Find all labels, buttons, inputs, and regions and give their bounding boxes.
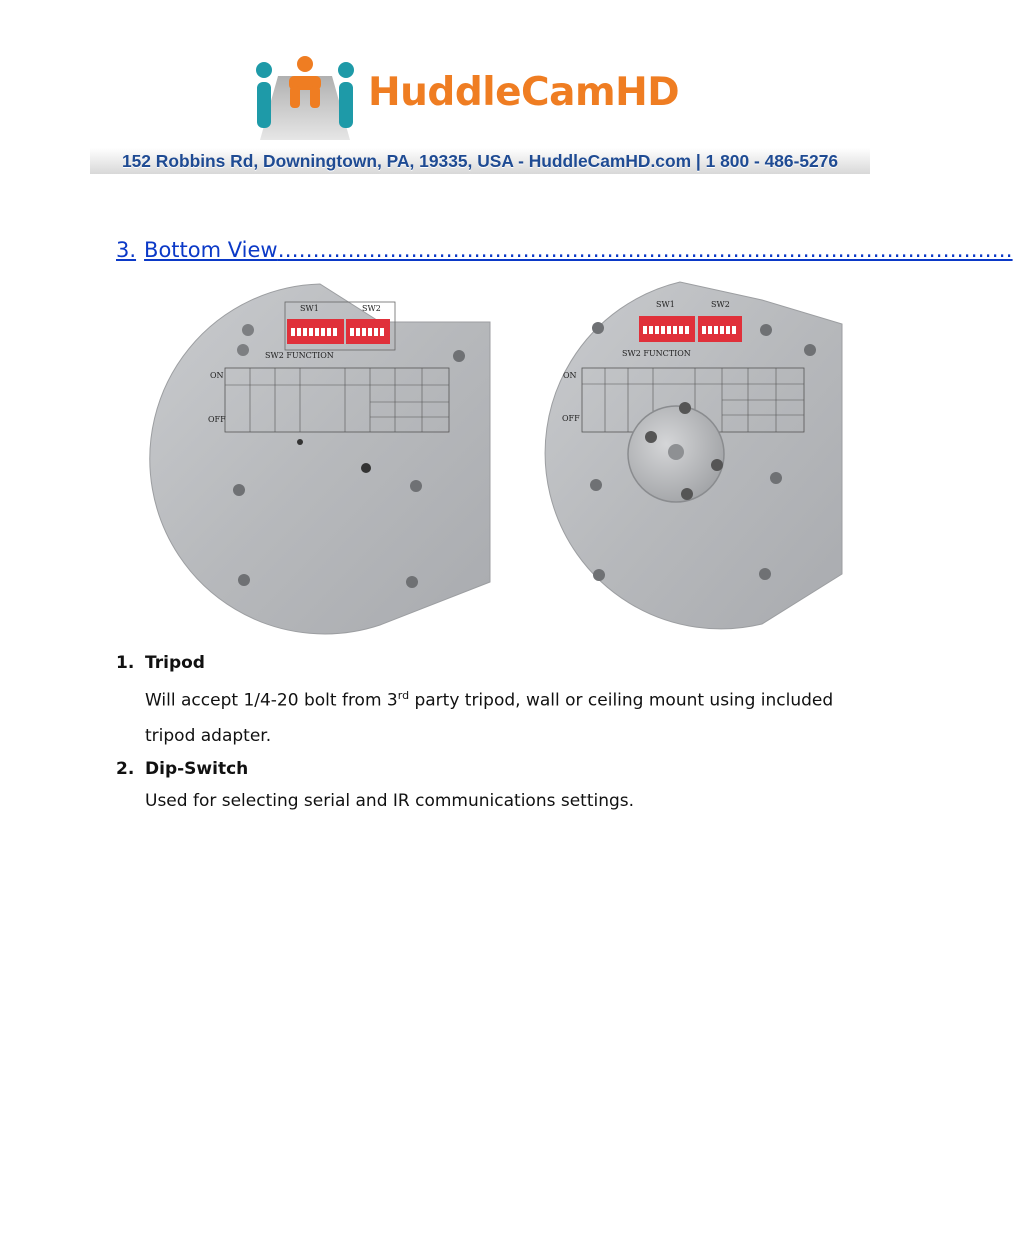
- item-2-body: Used for selecting serial and IR communications settings.: [145, 790, 635, 811]
- item-2-title-text: Dip-Switch: [145, 758, 249, 779]
- item-1-body-text-rest: party tripod, wall or ceiling mount using included tripod adapter.: [145, 690, 834, 746]
- item-list: [116, 648, 876, 819]
- sw2-function-title-right: SW2 FUNCTION: [622, 349, 691, 358]
- bottom-view-illustration: [150, 282, 850, 637]
- section-title-text: Bottom View: [144, 238, 278, 262]
- camera-base-left: [150, 284, 490, 634]
- item-1-body-superscript: rd: [397, 689, 410, 702]
- sw2-label-right: SW2: [711, 300, 730, 309]
- toc-leader-dots: ……………………………………………………………………………………………: [277, 238, 1013, 262]
- item-1-title-text: Tripod: [145, 653, 205, 673]
- item-1-body-text: Will accept 1/4-20 bolt from 3: [145, 690, 398, 711]
- on-label-left: ON: [210, 371, 224, 380]
- sw1-label-right: SW1: [656, 300, 675, 309]
- item-2-title: [116, 754, 876, 784]
- section-title-link[interactable]: [144, 238, 1013, 262]
- page-header: [0, 0, 954, 190]
- item-1-title: [116, 648, 876, 678]
- section-number-link[interactable]: 3.: [116, 238, 137, 262]
- sw2-label-left: SW2: [362, 304, 381, 313]
- on-label-right: ON: [563, 371, 577, 380]
- sw2-function-title-left: SW2 FUNCTION: [265, 351, 334, 360]
- brand-logo: [240, 56, 740, 140]
- item-1-number: 1.: [116, 653, 135, 673]
- brand-name: HuddleCamHD: [368, 70, 680, 115]
- off-label-left: OFF: [208, 415, 226, 424]
- bottom-view-photos: [150, 282, 850, 637]
- section-heading[interactable]: [116, 238, 1013, 268]
- item-1-body: [145, 678, 876, 754]
- company-address: 152 Robbins Rd, Downingtown, PA, 19335, USA - HuddleCamHD.com | 1 800 - 486-5276: [90, 148, 870, 174]
- sw1-label-left: SW1: [300, 304, 319, 313]
- three-people-logo-icon: [240, 56, 370, 140]
- camera-base-right: [545, 282, 842, 629]
- off-label-right: OFF: [562, 414, 580, 423]
- item-2-number: 2.: [116, 758, 135, 779]
